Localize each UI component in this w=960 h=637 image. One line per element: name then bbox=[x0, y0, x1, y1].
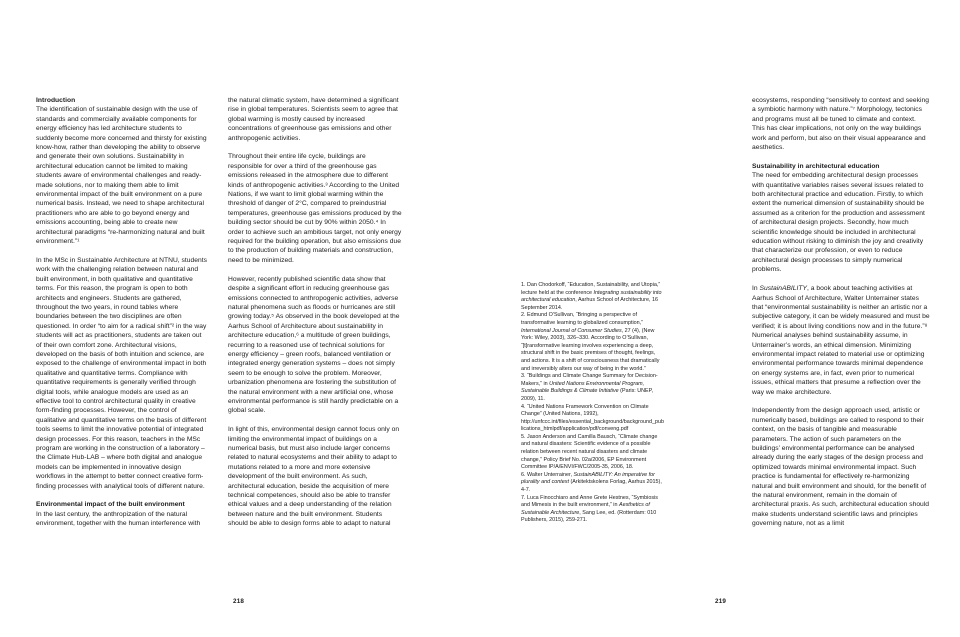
footnote-6: 6. Walter Unterrainer, SustainABILITY: An imperative for plurality and context (Arkitektskolens Forlag, Aarhus 2015), 4-7. bbox=[521, 471, 662, 494]
section-heading-environmental-impact: Environmental impact of the built environment bbox=[36, 501, 185, 509]
footnotes-column bbox=[521, 282, 664, 525]
paragraph: Throughout their entire life cycle, buildings are responsible for over a third of the greenhouse gas emissions released in the atmosphere due to different kinds of anthropogenic activities.³ According to the United Nations, if we want to limit global warming within the threshold of danger of 2°C, compared to preindustrial temperatures, greenhouse gas emissions produced by the building sector should be cut by 90% within 2050.⁴ In order to achieve such an ambitious target, not only energy required for the building operation, but also emissions due to the production of building materials and construction, need to be minimized. bbox=[228, 153, 402, 264]
paragraph: the natural climatic system, have determined a significant rise in global temperatures. Scientists seem to agree that global warming is mostly caused by increased concentrations of greenhouse gas emissions and other anthropogenic activities. bbox=[228, 97, 399, 142]
paragraph: The need for embedding architectural design processes with quantitative variables raises several issues related to both architectural practice and education. Firstly, to which extent the numerical dimension of sustainability should be assumed as a criterion for the production and assessment of architectural design projects. Secondly, how much scientific knowledge should be included in architectural education without risking to diminish the joy and creativity that characterize our profession, or even to reduce architectural design processes to simply numerical problems. bbox=[752, 172, 925, 274]
paragraph: In the last century, the anthropization of the natural environment, together with the human interference with bbox=[36, 510, 201, 528]
paragraph: In the MSc in Sustainable Architecture at NTNU, students work with the challenging relation between natural and built environment, in both qualitative and quantitative terms. For this reason, the program is open to both architects and engineers. Students are gathered, throughout the two years, in round tables where boundaries between the two disciplines are often questioned. In order “to aim for a radical shift”² in the way students will act as practitioners, students are taken out of their own comfort zone. Architectural visions, developed on the basis of both intuition and science, are exposed to the challenge of environmental impact in both qualitative and quantitative terms. Compliance with quantitative requirements is generally verified through digital tools, while analogue models are used as an effective tool to control architectural quality in creative form-finding processes. However, the control of qualitative and quantitative terms on the basis of different tools seems to limit the innovative potential of integrated design processes. For this reason, teachers in the MSc program are working in the construction of a laboratory – the Climate Hub-LAB – where both digital and analogue models can be implemented in innovative design workflows in the attempt to better connect creative form-finding processes with analytical tools of different nature. bbox=[36, 256, 207, 490]
paragraph: In SustainABILITY, a book about teaching activities at Aarhus School of Architecture, Walter Unterrainer states that “environmental sustainability is neither an artistic nor a subjective category, it can be widely measured and must be verified; it is about living conditions now and in the future.”⁸ Numerical analyses behind sustainability assume, in Unterrainer’s words, an ethical dimension. Minimizing environmental impact related to material use or optimizing environmental performance towards minimal dependence on energy systems are, in fact, even prior to numerical issues, ethical matters that presume a reflection over the way we make architecture. bbox=[752, 285, 930, 396]
right-page-column bbox=[752, 96, 930, 538]
footnote-2: 2. Edmund O’Sullivan, “Bringing a perspective of transformative learning to globalized consumption,” International Journal of Consumer Studies, 27 (4), (New York: Wiley, 2003), 326–330. According to O’Sullivan, “[t]ransformative learning involves experiencing a deep, structural shift in the basic premises of thought, feelings, and actions. It is a shift of consciousness that dramatically and irreversibly alters our way of being in the world.” bbox=[521, 312, 660, 372]
paragraph: However, recently published scientific data show that despite a significant effort in reducing greenhouse gas emissions connected to anthropogenic activities, adverse natural phenomena such as floods or hurricanes are still growing today.⁵ As observed in the book developed at the Aarhus School of Architecture about sustainability in architecture education,⁶ a multitude of green buildings, recurring to a reasoned use of technical solutions for energy efficiency – green roofs, balanced ventilation or integrated energy generation systems – does not simply seem to be enough to solve the problem. Moreover, urbanization phenomena are fostering the substitution of the natural environment with a new artificial one, whose environmental performance is still hardly predictable on a global scale. bbox=[228, 275, 400, 415]
left-page-column-2 bbox=[228, 96, 402, 538]
paragraph: In light of this, environmental design cannot focus only on limiting the environmental impact of buildings on a numerical basis, but must also include larger concerns related to natural ecosystems and their ability to adapt to mutations related to a more and more extensive development of the built environment. As such, architectural education, beside the acquisition of mere technical competences, should also be able to transfer ethical values and a deep understanding of the relation between nature and the built environment. Students should be able to design forms able to adapt to natural bbox=[228, 426, 400, 528]
section-heading-sustainability-education: Sustainability in architectural education bbox=[752, 162, 880, 170]
page-number-left: 218 bbox=[233, 598, 245, 605]
page-number-right: 219 bbox=[715, 598, 727, 605]
paragraph: The identification of sustainable design with the use of standards and commercially available components for energy efficiency has led architecture students to suddenly become more concerned and thirsty for existing know-how, rather than developing the ability to observe and generate their own solutions. Sustainability in architectural education cannot be limited to making students aware of environmental challenges and ready-made solutions, nor to making them able to limit environmental impact of the built environment on a pure numerical basis. Instead, we need to shape architectural practitioners who are able to go beyond energy and emissions accounting, being able to create new architectural paradigms “re-harmonizing natural and built environment.”¹ bbox=[36, 106, 207, 246]
footnote-5: 5. Jason Anderson and Camilla Bausch, “Climate change and natural disasters: Scientific evidence of a possible relation between recent natural disasters and climate change,” Policy Brief No. 02a/2006, EP Environment Committee IP/A/ENVI/FWC/2005-35, 2006, 18. bbox=[521, 433, 658, 471]
left-page-column-1 bbox=[36, 96, 208, 538]
paragraph: Independently from the design approach used, artistic or numerically based, buildings are called to respond to their context, on the basis of tangible and measurable parameters. The action of such parameters on the buildings’ environmental performance can be analysed already during the early stages of the design process and optimized towards minimal environmental impact. Such practice is fundamental for effectively re-harmonizing natural and built environment and should, for the benefit of the natural environment, remain in the domain of architectural praxis. As such, architectural education should make students understand scientific laws and principles governing nature, not as a limit bbox=[752, 407, 930, 528]
footnote-4: 4. “United Nations Framework Convention on Climate Change” (United Nations, 1992), http://unfccc.int/files/essential_background/background_publications_htmlpdf/application/pdf/conveng.pdf bbox=[521, 403, 664, 433]
footnote-1: 1. Dan Chodorkoff, “Education, Sustainability, and Utopia,” lecture held at the conference Integrating sustainability into architectural education, Aarhus School of Architecture, 16 September 2014. bbox=[521, 282, 662, 311]
footnote-7: 7. Luca Finocchiaro and Anne Grete Hestnes, “Symbiosis and Mimesis in the built environment,” in Aesthetics of Sustainable Architecture, Sang Lee, ed. (Rotterdam: 010 Publishers, 2015), 259-271. bbox=[521, 494, 658, 524]
section-heading-introduction: Introduction bbox=[36, 97, 76, 104]
footnote-3: 3. “Buildings and Climate Change Summary for Decision-Makers,” in United Nations Environmental Program, Sustainable Buildings & Climate Initiative (Paris: UNEP, 2009), 11. bbox=[521, 373, 658, 402]
paragraph: ecosystems, responding “sensitively to context and seeking a symbiotic harmony with nature.”⁷ Morphology, tectonics and programs must all be tuned to climate and context. This has clear implications, not only on the way buildings work and perform, but also on their visual appearance and aesthetics. bbox=[752, 97, 929, 152]
